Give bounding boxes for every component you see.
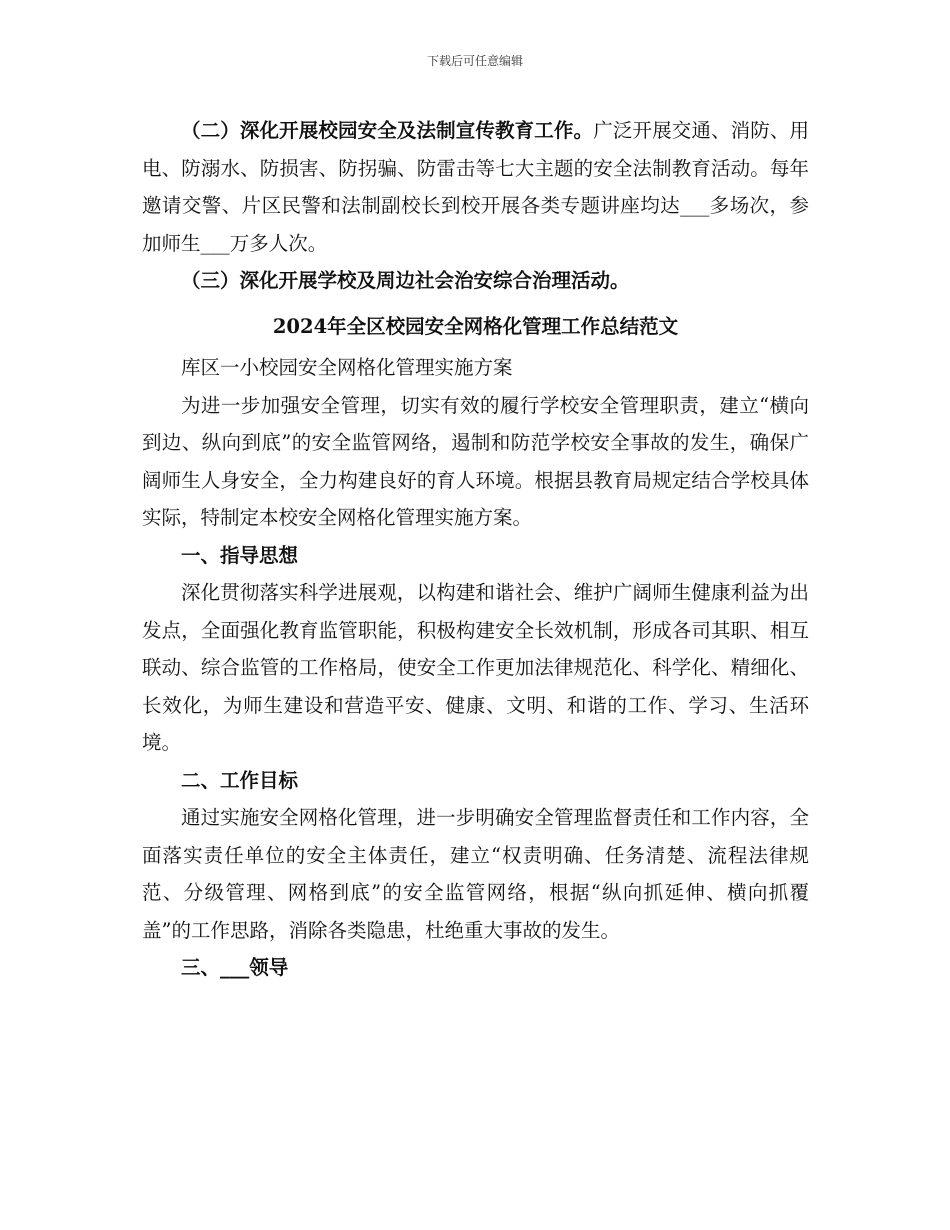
part-2-heading: 二、工作目标 [181, 768, 299, 792]
part-1-heading: 一、指导思想 [181, 543, 299, 567]
part-2-paragraph: 通过实施安全网格化管理，进一步明确安全管理监督责任和工作内容，全面落实责任单位的安全主体责任，建立“权责明确、任务清楚、流程法律规范、分级管理、网格到底”的安全监管网络，根据“纵向抓延伸、横向抓覆盖”的工作思路，消除各类隐患，杜绝重大事故的发生。 [142, 806, 809, 942]
sub-title: 库区一小校园安全网格化管理实施方案 [181, 356, 513, 379]
section-2-paragraph [142, 112, 809, 262]
page-header: 下载后可任意编辑 [426, 54, 523, 68]
document-title: 2024年全区校园安全网格化管理工作总结范文 [272, 314, 679, 338]
section-3-heading: （三）深化开展学校及周边社会治安综合治理活动。 [181, 269, 630, 292]
intro-paragraph: 为进一步加强安全管理，切实有效的履行学校安全管理职责，建立“横向到边、纵向到底”的安全监管网络，遏制和防范学校安全事故的发生，确保广阔师生人身安全，全力构建良好的育人环境。根据县教育局规定结合学校具体实际，特制定本校安全网格化管理实施方案。 [142, 393, 809, 529]
document-body [142, 112, 809, 987]
part-1-paragraph: 深化贯彻落实科学进展观，以构建和谐社会、维护广阔师生健康利益为出发点，全面强化教育监管职能，积极构建安全长效机制，形成各司其职、相互联动、综合监管的工作格局，使安全工作更加法律规范化、科学化、精细化、长效化，为师生建设和营造平安、健康、文明、和谐的工作、学习、生活环境。 [142, 581, 809, 754]
part-3-heading: 三、___领导 [181, 956, 289, 979]
section-2-text: 广泛开展交通、消防、用电、防溺水、防损害、防拐骗、防雷击等七大主题的安全法制教育活动。每年邀请交警、片区民警和法制副校长到校开展各类专题讲座均达___多场次，参加师生___万多人次。 [142, 119, 809, 255]
section-2-heading: （二）深化开展校园安全及法制宣传教育工作。 [181, 119, 594, 142]
